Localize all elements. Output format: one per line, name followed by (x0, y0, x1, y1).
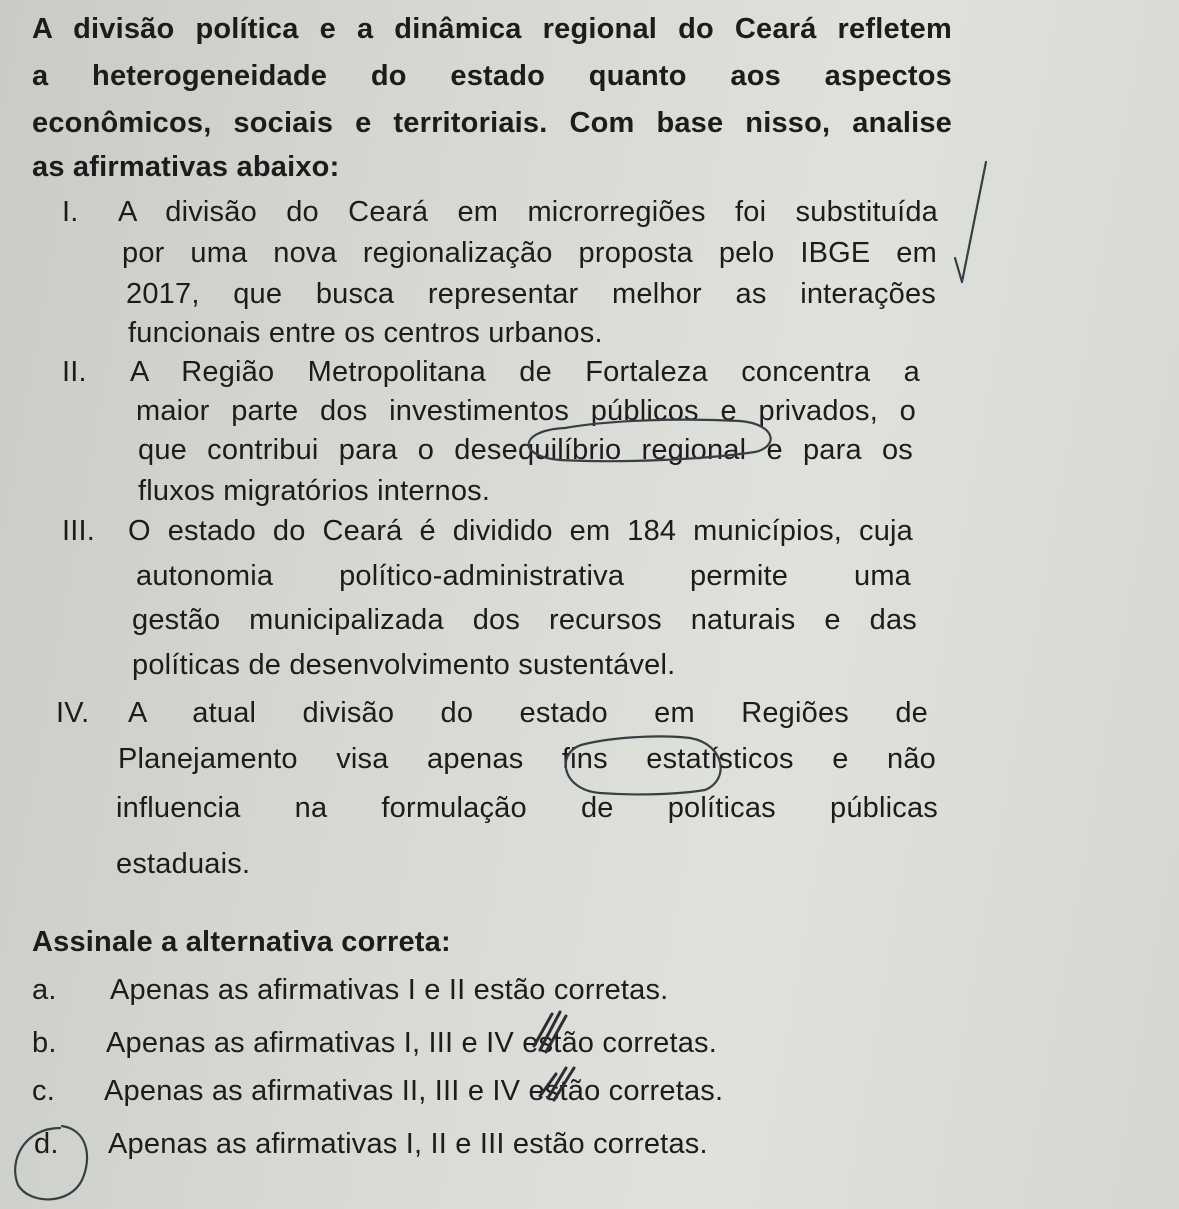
question-prompt: Assinale a alternativa correta: (32, 926, 451, 958)
option-text: Apenas as afirmativas II, III e IV estão corretas. (104, 1075, 724, 1107)
statement-line: maior parte dos investimentos públicos e privados, o (136, 395, 916, 427)
statement-number: I. (62, 196, 79, 228)
option-letter: a. (32, 974, 57, 1006)
statement-number: III. (62, 515, 96, 547)
statement-line: Planejamento visa apenas fins estatísticos e não (118, 743, 936, 775)
intro-line: as afirmativas abaixo: (32, 151, 340, 183)
intro-line: A divisão política e a dinâmica regional do Ceará refletem (32, 13, 952, 45)
option-letter: b. (32, 1027, 57, 1059)
statement-line: influencia na formulação de políticas públicas (116, 792, 938, 824)
option-letter: c. (32, 1075, 55, 1107)
checkmark-annotation (955, 162, 986, 282)
statement-line: por uma nova regionalização proposta pelo IBGE em (122, 237, 937, 269)
statement-number: IV. (56, 697, 90, 729)
statement-line: O estado do Ceará é dividido em 184 municípios, cuja (128, 515, 913, 547)
intro-line: a heterogeneidade do estado quanto aos aspectos (32, 60, 952, 92)
statement-line: autonomia político-administrativa permite uma (136, 560, 911, 592)
statement-line: estaduais. (116, 848, 251, 880)
statement-line: gestão municipalizada dos recursos naturais e das (132, 604, 917, 636)
statement-number: II. (62, 356, 87, 388)
option-letter: d. (34, 1128, 59, 1160)
statement-line: A Região Metropolitana de Fortaleza concentra a (130, 356, 920, 388)
statement-line: 2017, que busca representar melhor as interações (126, 278, 936, 310)
statement-line: que contribui para o desequilíbrio regional e para os (138, 434, 913, 466)
statement-line: fluxos migratórios internos. (138, 475, 491, 507)
statement-line: A divisão do Ceará em microrregiões foi substituída (118, 196, 938, 228)
option-text: Apenas as afirmativas I, II e III estão corretas. (108, 1128, 708, 1160)
option-text: Apenas as afirmativas I e II estão corretas. (110, 974, 669, 1006)
statement-line: A atual divisão do estado em Regiões de (128, 697, 928, 729)
intro-line: econômicos, sociais e territoriais. Com base nisso, analise (32, 107, 952, 139)
statement-line: políticas de desenvolvimento sustentável. (132, 649, 676, 681)
option-text: Apenas as afirmativas I, III e IV estão corretas. (106, 1027, 718, 1059)
statement-line: funcionais entre os centros urbanos. (128, 317, 603, 349)
